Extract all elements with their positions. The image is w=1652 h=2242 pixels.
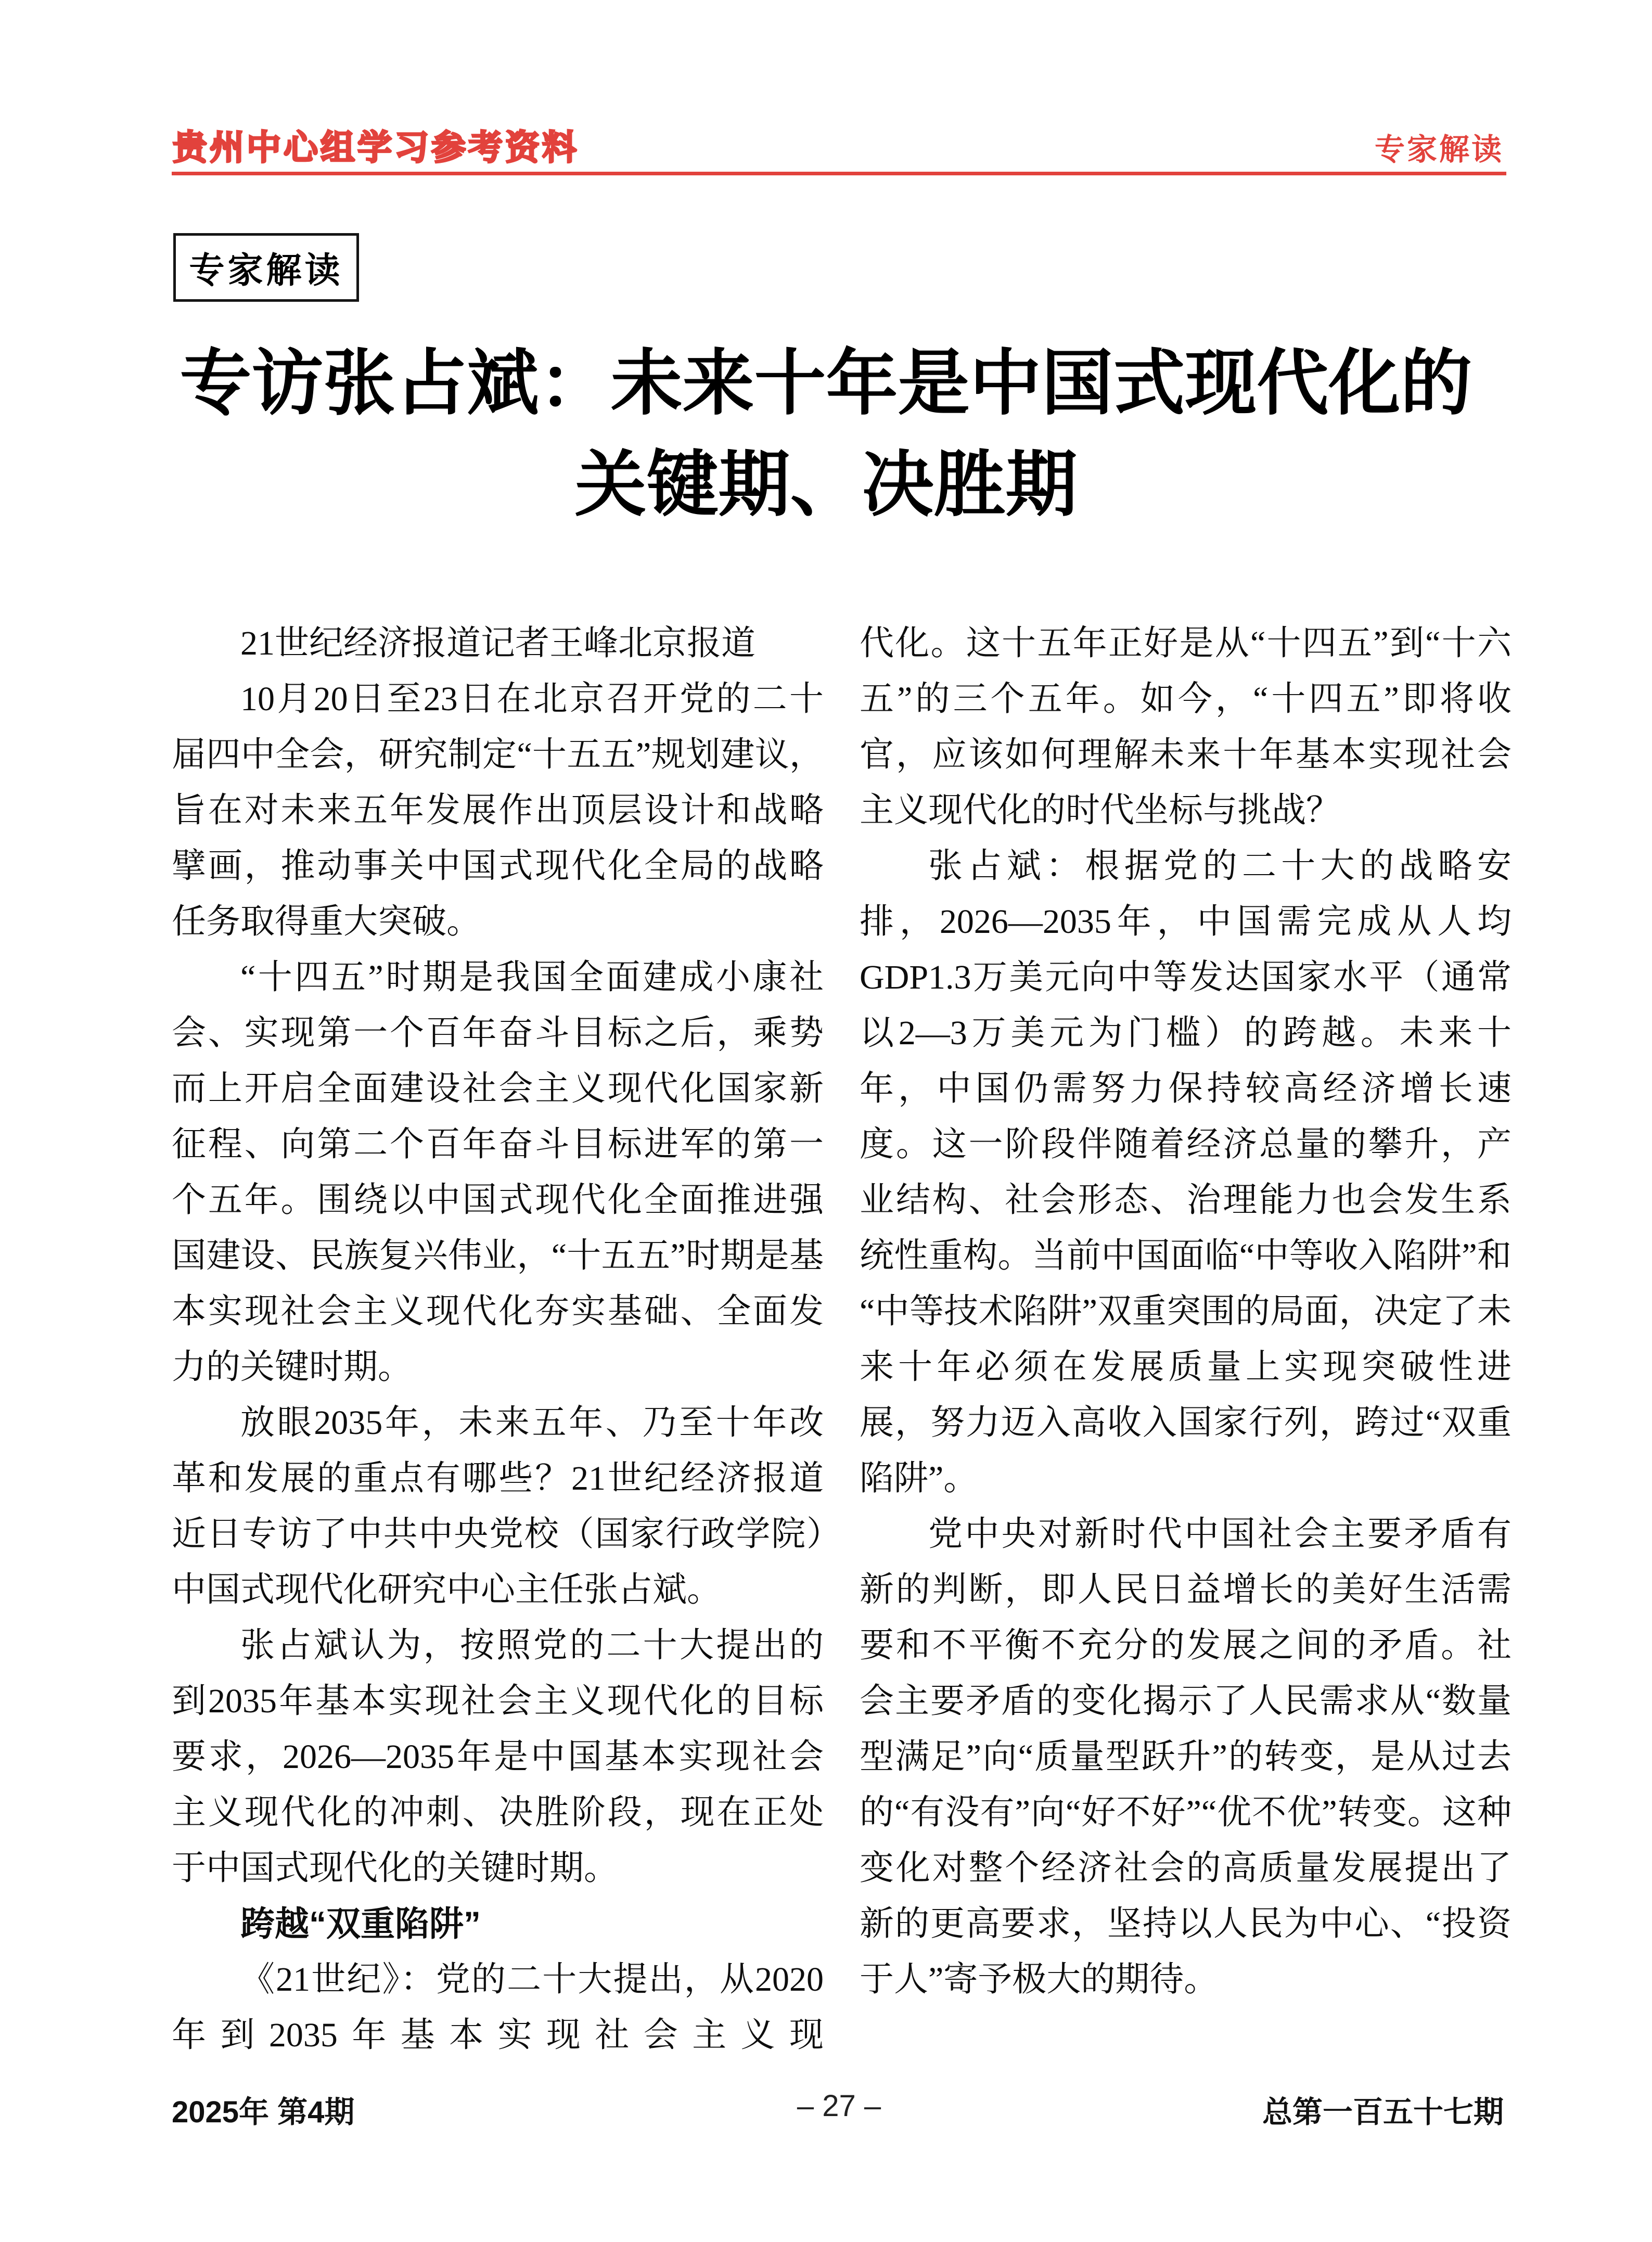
kicker-label: 专家解读 — [189, 250, 343, 290]
footer-volume: 总第一百五十七期 — [1262, 2095, 1504, 2129]
article-title — [159, 333, 1493, 536]
masthead-logo: 贵州中心组学习参考资料 — [173, 128, 579, 166]
article-title-line1: 专访张占斌：未来十年是中国式现代化的 — [180, 343, 1472, 424]
kicker-box — [173, 233, 359, 302]
subheading: 跨越“双重陷阱” — [240, 1904, 481, 1943]
running-head-section-label: 专家解读 — [1374, 133, 1504, 166]
column-right — [860, 616, 1512, 2078]
paragraph: 张占斌认为，按照党的二十大提出的到2035年基本实现社会主义现代化的目标要求，2026—2035年是中国基本实现社会主义现代化的冲刺、决胜阶段，现在正处于中国式现代化的关键时期。 — [172, 1626, 824, 1887]
article-title-line2: 关键期、决胜期 — [574, 445, 1078, 525]
paragraph: 张占斌：根据党的二十大的战略安排，2026—2035年，中国需完成从人均GDP1.3万美元向中等发达国家水平（通常以2—3万美元为门槛）的跨越。未来十年，中国仍需努力保持较高经济增长速度。这一阶段伴随着经济总量的攀升，产业结构、社会形态、治理能力也会发生系统性重构。当前中国面临“中等收入陷阱”和“中等技术陷阱”双重突围的局面，决定了未来十年必须在发展质量上实现突破性进展，努力迈入高收入国家行列，跨过“双重陷阱”。 — [860, 847, 1512, 1497]
paragraph: 21世纪经济报道记者王峰北京报道 — [240, 624, 755, 662]
footer-page-number: – 27 – — [797, 2089, 881, 2123]
paragraph: “十四五”时期是我国全面建成小康社会、实现第一个百年奋斗目标之后，乘势而上开启全面建设社会主义现代化国家新征程、向第二个百年奋斗目标进军的第一个五年。围绕以中国式现代化全面推进强国建设、民族复兴伟业，“十五五”时期是基本实现社会主义现代化夯实基础、全面发力的关键时期。 — [172, 958, 824, 1386]
column-left — [172, 616, 824, 2078]
paragraph: 党中央对新时代中国社会主要矛盾有新的判断，即人民日益增长的美好生活需要和不平衡不充分的发展之间的矛盾。社会主要矛盾的变化揭示了人民需求从“数量型满足”向“质量型跃升”的转变，是从过去的“有没有”向“好不好”“优不优”转变。这种变化对整个经济社会的高质量发展提出了新的更高要求，坚持以人民为中心、“投资于人”寄予极大的期待。 — [860, 1515, 1512, 1998]
paragraph: 放眼2035年，未来五年、乃至十年改革和发展的重点有哪些？21世纪经济报道近日专访了中共中央党校（国家行政学院）中国式现代化研究中心主任张占斌。 — [172, 1404, 824, 1609]
paragraph: 《21世纪》：党的二十大提出，从2020年到2035年基本实现社会主义现 — [172, 1961, 824, 2054]
header-rule — [172, 172, 1506, 175]
footer-issue: 2025年 第4期 — [172, 2095, 355, 2129]
paragraph: 10月20日至23日在北京召开党的二十届四中全会，研究制定“十五五”规划建议，旨在对未来五年发展作出顶层设计和战略擘画，推动事关中国式现代化全局的战略任务取得重大突破。 — [172, 680, 824, 941]
paragraph: 代化。这十五年正好是从“十四五”到“十六五”的三个五年。如今，“十四五”即将收官，应该如何理解未来十年基本实现社会主义现代化的时代坐标与挑战？ — [860, 624, 1512, 829]
